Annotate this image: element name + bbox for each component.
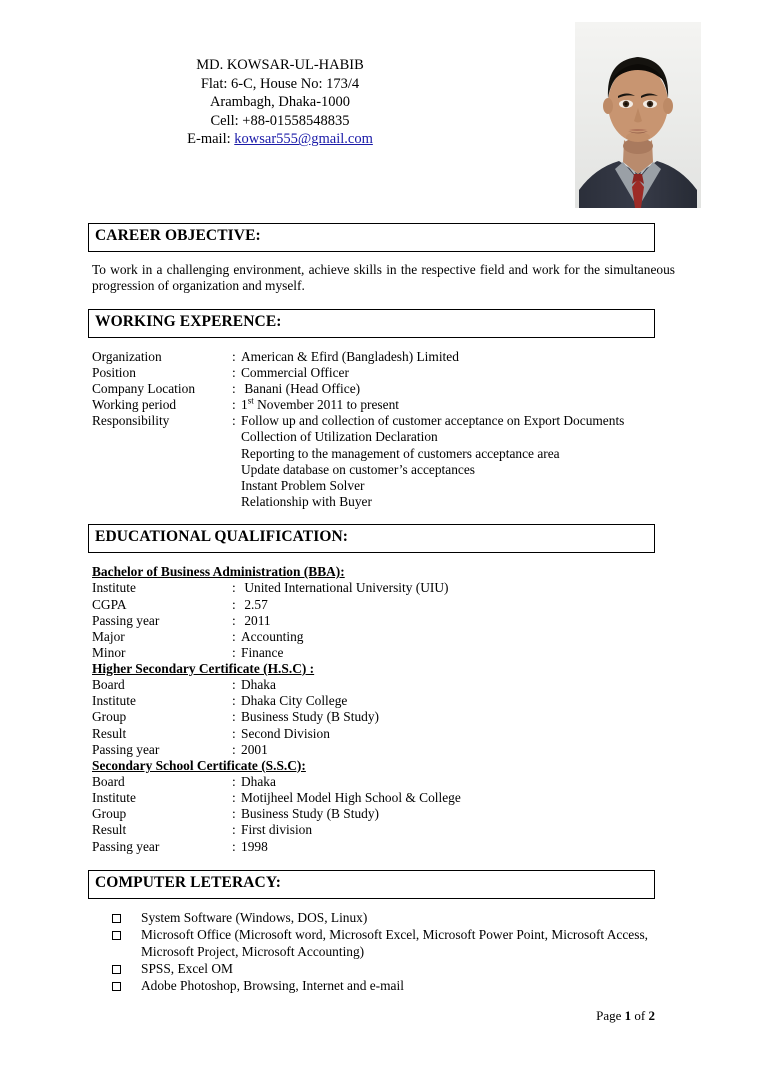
colon: : — [232, 693, 236, 709]
row-value-text: 2001 — [241, 741, 268, 757]
email-row — [60, 130, 500, 149]
experience-row — [92, 349, 675, 365]
footer-prefix: Page — [596, 1008, 625, 1023]
degree-block-hsc — [92, 661, 675, 758]
row-label: Company Location — [92, 381, 196, 397]
row-value-text: November 2011 to present — [257, 397, 400, 413]
footer-total-pages: 2 — [648, 1008, 655, 1023]
responsibility-extra-item: Reporting to the management of customers acceptance area — [241, 445, 560, 461]
list-item — [112, 978, 652, 995]
degree-block-ssc — [92, 758, 675, 855]
education-row — [92, 726, 675, 742]
education-row — [92, 580, 675, 596]
row-value — [232, 365, 675, 381]
contact-header — [0, 56, 768, 149]
list-item-label: System Software (Windows, DOS, Linux) — [141, 910, 368, 925]
education-row — [92, 629, 675, 645]
row-label: Passing year — [92, 741, 160, 757]
row-label: Institute — [92, 580, 136, 596]
working-experience-body — [92, 349, 675, 510]
row-label: CGPA — [92, 596, 127, 612]
education-row — [92, 806, 675, 822]
row-value — [232, 709, 675, 725]
row-value-text: Business Study (B Study) — [241, 806, 380, 822]
candidate-name: MD. KOWSAR-UL-HABIB — [196, 57, 364, 73]
colon: : — [232, 397, 236, 413]
checkbox-square-icon — [112, 927, 141, 960]
row-label: Organization — [92, 349, 162, 364]
row-value-text: Accounting — [241, 628, 304, 644]
row-value — [232, 645, 675, 661]
education-row — [92, 774, 675, 790]
education-row — [92, 677, 675, 693]
row-value-text: Dhaka — [241, 677, 276, 693]
education-row — [92, 597, 675, 613]
list-item — [112, 961, 652, 978]
row-value — [232, 742, 675, 758]
row-value-text: Follow up and collection of customer acceptance on Export Documents — [241, 413, 625, 429]
colon: : — [232, 365, 236, 381]
colon: : — [232, 612, 236, 628]
section-heading-educational-qualification: EDUCATIONAL QUALIFICATION: — [88, 524, 655, 553]
row-value-text: Second Division — [241, 725, 330, 741]
colon: : — [232, 413, 236, 429]
experience-row — [92, 413, 675, 429]
education-body — [92, 564, 675, 855]
row-label: Group — [92, 806, 127, 822]
row-label: Position — [92, 365, 136, 381]
row-value-text: Motijheel Model High School & College — [241, 790, 461, 806]
colon: : — [232, 790, 236, 806]
email-label: E-mail: — [187, 131, 235, 148]
row-value-text: Business Study (B Study) — [241, 709, 380, 725]
row-label: Institute — [92, 693, 136, 709]
computer-literacy-list — [112, 910, 652, 995]
career-objective-body — [92, 262, 675, 295]
education-row — [92, 693, 675, 709]
date-ordinal-suffix: st — [247, 395, 254, 406]
section-heading-computer-literacy: COMPUTER LETERACY: — [88, 870, 655, 899]
experience-row — [92, 365, 675, 381]
colon: : — [232, 628, 236, 644]
education-row — [92, 645, 675, 661]
colon: : — [232, 725, 236, 741]
education-row — [92, 613, 675, 629]
address-line-1: Flat: 6-C, House No: 173/4 — [200, 75, 360, 92]
row-value — [232, 580, 675, 596]
responsibility-extra-item: Relationship with Buyer — [241, 493, 372, 509]
colon: : — [232, 381, 236, 397]
row-label: Result — [92, 725, 127, 741]
row-label: Major — [92, 628, 125, 644]
education-row — [92, 839, 675, 855]
row-value — [232, 381, 675, 397]
section-heading-career-objective: CAREER OBJECTIVE: — [88, 223, 655, 252]
row-value — [232, 790, 675, 806]
row-value-text: United International University (UIU) — [241, 580, 449, 596]
row-value — [232, 726, 675, 742]
row-label: Passing year — [92, 838, 160, 854]
row-label: Board — [92, 677, 125, 693]
row-value — [232, 693, 675, 709]
checkbox-square-icon — [112, 961, 141, 978]
colon: : — [232, 741, 236, 757]
row-label: Institute — [92, 790, 136, 806]
degree-title: Secondary School Certificate (S.S.C): — [92, 757, 306, 773]
checkbox-square-icon — [112, 910, 141, 927]
colon: : — [232, 774, 236, 790]
footer-current-page: 1 — [624, 1008, 632, 1023]
row-label: Result — [92, 822, 127, 838]
list-item — [112, 927, 652, 960]
education-row — [92, 742, 675, 758]
address-line-2: Arambagh, Dhaka-1000 — [209, 94, 351, 111]
row-label: Working period — [92, 397, 177, 413]
degree-title: Bachelor of Business Administration (BBA): — [92, 564, 345, 579]
row-value-text: 1998 — [241, 838, 268, 854]
row-value-text: 2011 — [241, 612, 271, 628]
row-value-text: American & Efird (Bangladesh) Limited — [241, 349, 459, 364]
row-label: Responsibility — [92, 413, 170, 429]
list-item — [112, 910, 652, 927]
row-value — [232, 822, 675, 838]
row-value — [232, 806, 675, 822]
row-value-text: Dhaka — [241, 774, 276, 790]
list-item-label: SPSS, Excel OM — [141, 960, 233, 976]
row-label: Board — [92, 774, 125, 790]
education-row — [92, 790, 675, 806]
responsibility-extra-item: Collection of Utilization Declaration — [241, 429, 438, 445]
responsibility-extra-item: Update database on customer’s acceptances — [241, 461, 475, 477]
colon: : — [232, 644, 236, 660]
education-row — [92, 822, 675, 838]
list-item-label: Adobe Photoshop, Browsing, Internet and e-mail — [141, 977, 404, 993]
degree-title: Higher Secondary Certificate (H.S.C) : — [92, 660, 315, 676]
row-value-text: 2.57 — [241, 596, 268, 612]
row-value — [232, 349, 675, 365]
row-value-text: First division — [241, 822, 313, 838]
page-footer — [88, 1008, 655, 1024]
row-label: Group — [92, 709, 127, 725]
footer-middle: of — [631, 1008, 649, 1023]
row-value-text: Banani (Head Office) — [241, 381, 361, 397]
education-row — [92, 709, 675, 725]
checkbox-square-icon — [112, 978, 141, 995]
colon: : — [232, 709, 236, 725]
responsibility-extra-item: Instant Problem Solver — [241, 477, 365, 493]
list-item-label: Microsoft Office (Microsoft word, Microsoft Excel, Microsoft Power Point, Microsoft Access, Microsoft Project, Microsoft Accounting) — [141, 927, 649, 959]
row-value-text: Dhaka City College — [241, 693, 348, 709]
phone-number: Cell: +88-01558548835 — [210, 112, 350, 129]
colon: : — [232, 822, 236, 838]
row-value-text: Finance — [241, 644, 284, 660]
colon: : — [232, 349, 236, 364]
row-value — [232, 839, 675, 855]
row-value — [232, 629, 675, 645]
row-label: Passing year — [92, 612, 160, 628]
row-value-text: Commercial Officer — [241, 365, 349, 381]
degree-block-bba — [92, 564, 675, 661]
row-value — [232, 774, 675, 790]
colon: : — [232, 838, 236, 854]
colon: : — [232, 580, 236, 596]
experience-row — [92, 381, 675, 397]
row-value — [232, 413, 675, 429]
email-link[interactable]: kowsar555@gmail.com — [234, 131, 373, 148]
colon: : — [232, 596, 236, 612]
date-ordinal-number: 1 — [241, 397, 248, 413]
section-heading-working-experience: WORKING EXPERENCE: — [88, 309, 655, 338]
row-value — [232, 397, 675, 413]
row-value — [232, 613, 675, 629]
row-value — [232, 597, 675, 613]
career-objective-text: To work in a challenging environment, achieve skills in the respective field and work for the simultaneous progression of organization and myself. — [92, 262, 675, 294]
colon: : — [232, 806, 236, 822]
row-label: Minor — [92, 644, 126, 660]
row-value — [232, 677, 675, 693]
experience-row — [92, 397, 675, 413]
colon: : — [232, 677, 236, 693]
